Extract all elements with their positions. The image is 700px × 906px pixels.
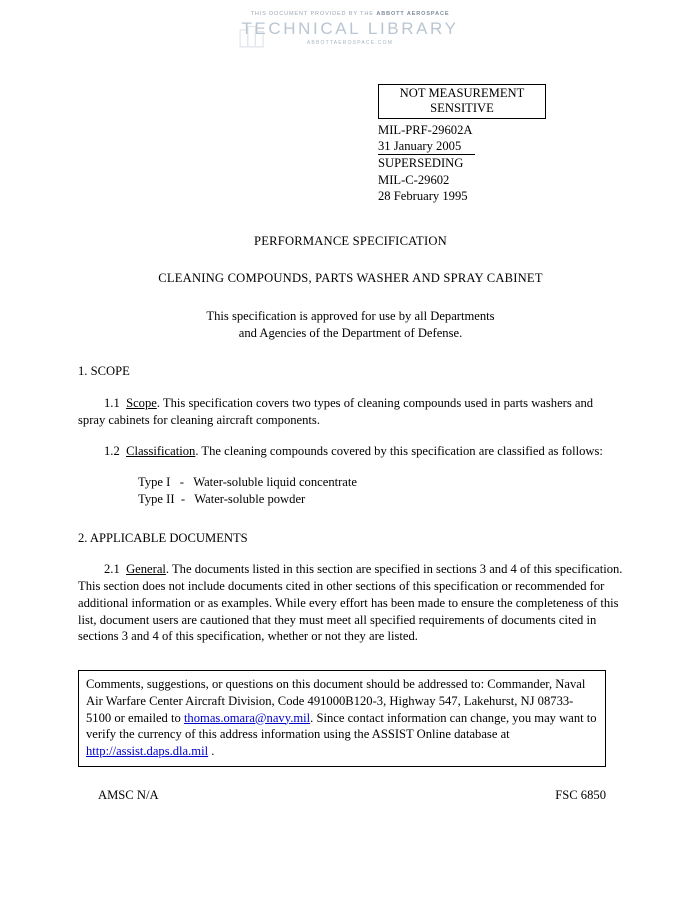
- classification-type-list: [138, 474, 623, 508]
- email-link[interactable]: thomas.omara@navy.mil: [183, 710, 311, 725]
- not-measurement-sensitive-box: [378, 84, 546, 119]
- page-footer: [78, 787, 606, 803]
- comments-text-part-1: Comments, suggestions, or questions on this document should be addressed to: Commander, Naval Air Warfare Center Aircraft Division, Code 491000B120-3, Highway 547, Lakehurst, NJ 08733-5100 or emailed to: [86, 677, 586, 725]
- document-content: [78, 84, 623, 803]
- spec-date: 31 January 2005: [378, 138, 475, 155]
- watermark-top-prefix: THIS DOCUMENT PROVIDED BY THE: [250, 10, 374, 17]
- paragraph-2-1: [78, 561, 623, 645]
- fsc-number: FSC 6850: [555, 787, 606, 802]
- watermark-brand: ABBOTT AEROSPACE: [376, 10, 450, 17]
- paragraph-1-2-text: . The cleaning compounds covered by this specification are classified as follows:: [195, 444, 603, 459]
- paragraph-1-2-number: 1.2: [104, 444, 120, 459]
- paragraph-2-1-label: General: [126, 562, 166, 577]
- type-2-item: Type II - Water-soluble powder: [138, 492, 306, 507]
- paragraph-1-2-label: Classification: [126, 444, 196, 459]
- section-2-heading: 2. APPLICABLE DOCUMENTS: [78, 531, 248, 546]
- approval-line-2: and Agencies of the Department of Defense.: [238, 325, 463, 340]
- paragraph-1-1: [78, 395, 623, 428]
- type-1-item: Type I - Water-soluble liquid concentrate: [138, 475, 357, 490]
- not-measurement-line: NOT MEASUREMENT: [399, 86, 525, 100]
- sensitive-line: SENSITIVE: [430, 100, 494, 115]
- assist-database-link[interactable]: http://assist.daps.dla.mil: [86, 743, 209, 758]
- spec-number: MIL-PRF-29602A: [378, 122, 473, 137]
- amsc-number: AMSC N/A: [98, 787, 159, 802]
- superseded-number: MIL-C-29602: [378, 172, 450, 187]
- approval-statement: [78, 308, 623, 341]
- superseded-date: 28 February 1995: [378, 189, 468, 204]
- superseding-label: SUPERSEDING: [378, 156, 464, 171]
- watermark-domain: ABBOTTAEROSPACE.COM: [306, 40, 394, 47]
- document-type-title: PERFORMANCE SPECIFICATION: [254, 233, 447, 248]
- comments-box: [78, 670, 606, 767]
- page-title: CLEANING COMPOUNDS, PARTS WASHER AND SPRAY CABINET: [158, 270, 543, 285]
- section-1-heading: 1. SCOPE: [78, 364, 130, 379]
- document-header-block: [369, 84, 623, 205]
- paragraph-2-1-text: . The documents listed in this section are specified in sections 3 and 4 of this specification. This section does not include documents cited in other sections of this specification or recommended for additional information or as examples. While every effort has been made to ensure the completeness of this list, document users are cautioned that they must meet all specified requirements of documents cited in sections 3 and 4 of this specification, whether or not they are listed.: [78, 562, 623, 644]
- title-block: [78, 233, 623, 287]
- paragraph-2-1-number: 2.1: [104, 562, 120, 577]
- paragraph-1-1-text: . This specification covers two types of cleaning compounds used in parts washers and spray cabinets for cleaning aircraft components.: [78, 395, 594, 427]
- approval-line-1: This specification is approved for use by all Departments: [206, 309, 495, 324]
- paragraph-1-1-number: 1.1: [104, 395, 120, 410]
- comments-text-part-2: . Since contact information can change, you may want to verify the currency of this address information using the ASSIST Online database at: [86, 710, 597, 742]
- spec-identification: [378, 122, 623, 205]
- paragraph-1-2: [78, 443, 623, 460]
- paragraph-1-1-label: Scope: [126, 395, 157, 410]
- comments-text-part-3: .: [208, 743, 215, 758]
- watermark-title: TECHNICAL LIBRARY: [241, 19, 459, 39]
